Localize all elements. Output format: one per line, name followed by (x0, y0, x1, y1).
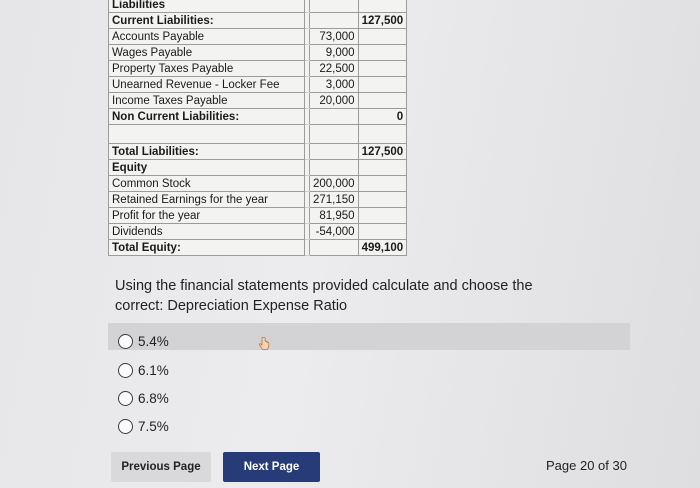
option-label: 6.8% (138, 390, 169, 406)
detail-amount (310, 160, 359, 176)
row-label: Profit for the year (109, 208, 305, 224)
table-row (109, 240, 407, 256)
table-row (109, 13, 407, 29)
detail-amount: 200,000 (310, 176, 359, 192)
option-7-5-percent[interactable] (118, 415, 169, 437)
detail-amount: 73,000 (310, 29, 359, 45)
row-label: Total Liabilities: (109, 144, 305, 160)
total-amount: 127,500 (358, 13, 407, 29)
table-row (109, 93, 407, 109)
table-row (109, 192, 407, 208)
table-row (109, 29, 407, 45)
radio-button[interactable] (118, 363, 133, 378)
detail-amount (310, 125, 359, 144)
detail-amount (310, 144, 359, 160)
detail-amount (310, 0, 359, 13)
total-amount (358, 176, 407, 192)
row-label: Wages Payable (109, 45, 305, 61)
detail-amount: 81,950 (310, 208, 359, 224)
total-amount (358, 208, 407, 224)
table-row (109, 160, 407, 176)
option-label: 6.1% (138, 362, 169, 378)
total-amount (358, 160, 407, 176)
hand-pointer-icon (256, 336, 272, 352)
detail-amount: 9,000 (310, 45, 359, 61)
option-5-4-percent[interactable] (118, 330, 169, 352)
total-amount: 0 (358, 109, 407, 125)
table-row (109, 45, 407, 61)
row-label: Property Taxes Payable (109, 61, 305, 77)
financial-statement-table (108, 0, 407, 256)
row-label: Current Liabilities: (109, 13, 305, 29)
table-row (109, 176, 407, 192)
radio-button[interactable] (118, 391, 133, 406)
table-row (109, 208, 407, 224)
total-amount (358, 93, 407, 109)
radio-button[interactable] (118, 334, 133, 349)
total-amount (358, 125, 407, 144)
next-page-button[interactable]: Next Page (223, 452, 320, 482)
detail-amount: 3,000 (310, 77, 359, 93)
table-row (109, 77, 407, 93)
detail-amount: 271,150 (310, 192, 359, 208)
total-amount (358, 0, 407, 13)
row-label: Non Current Liabilities: (109, 109, 305, 125)
option-label: 7.5% (138, 418, 169, 434)
row-label: Liabilities (109, 0, 305, 13)
row-label: Retained Earnings for the year (109, 192, 305, 208)
option-6-8-percent[interactable] (118, 387, 169, 409)
detail-amount (310, 13, 359, 29)
detail-amount: 22,500 (310, 61, 359, 77)
row-label: Equity (109, 160, 305, 176)
question-text: Using the financial statements provided calculate and choose the correct: Depreciation Expense Ratio (115, 278, 533, 314)
row-label (109, 125, 305, 144)
detail-amount: 20,000 (310, 93, 359, 109)
page-indicator: Page 20 of 30 (546, 458, 627, 473)
total-amount (358, 29, 407, 45)
total-amount: 127,500 (358, 144, 407, 160)
total-amount (358, 192, 407, 208)
detail-amount: -54,000 (310, 224, 359, 240)
row-label: Unearned Revenue - Locker Fee (109, 77, 305, 93)
detail-amount (310, 109, 359, 125)
table-row (109, 144, 407, 160)
row-label: Dividends (109, 224, 305, 240)
total-amount (358, 224, 407, 240)
radio-button[interactable] (118, 419, 133, 434)
total-amount (358, 61, 407, 77)
total-amount (358, 77, 407, 93)
table-row (109, 109, 407, 125)
row-label: Common Stock (109, 176, 305, 192)
option-6-1-percent[interactable] (118, 359, 169, 381)
row-label: Accounts Payable (109, 29, 305, 45)
answer-highlight-band (108, 323, 630, 350)
detail-amount (310, 240, 359, 256)
total-amount (358, 45, 407, 61)
previous-page-button[interactable]: Previous Page (111, 452, 211, 482)
option-label: 5.4% (138, 333, 169, 349)
row-label: Total Equity: (109, 240, 305, 256)
total-amount: 499,100 (358, 240, 407, 256)
table-row (109, 224, 407, 240)
table-row (109, 125, 407, 144)
table-row (109, 61, 407, 77)
table-row (109, 0, 407, 13)
row-label: Income Taxes Payable (109, 93, 305, 109)
